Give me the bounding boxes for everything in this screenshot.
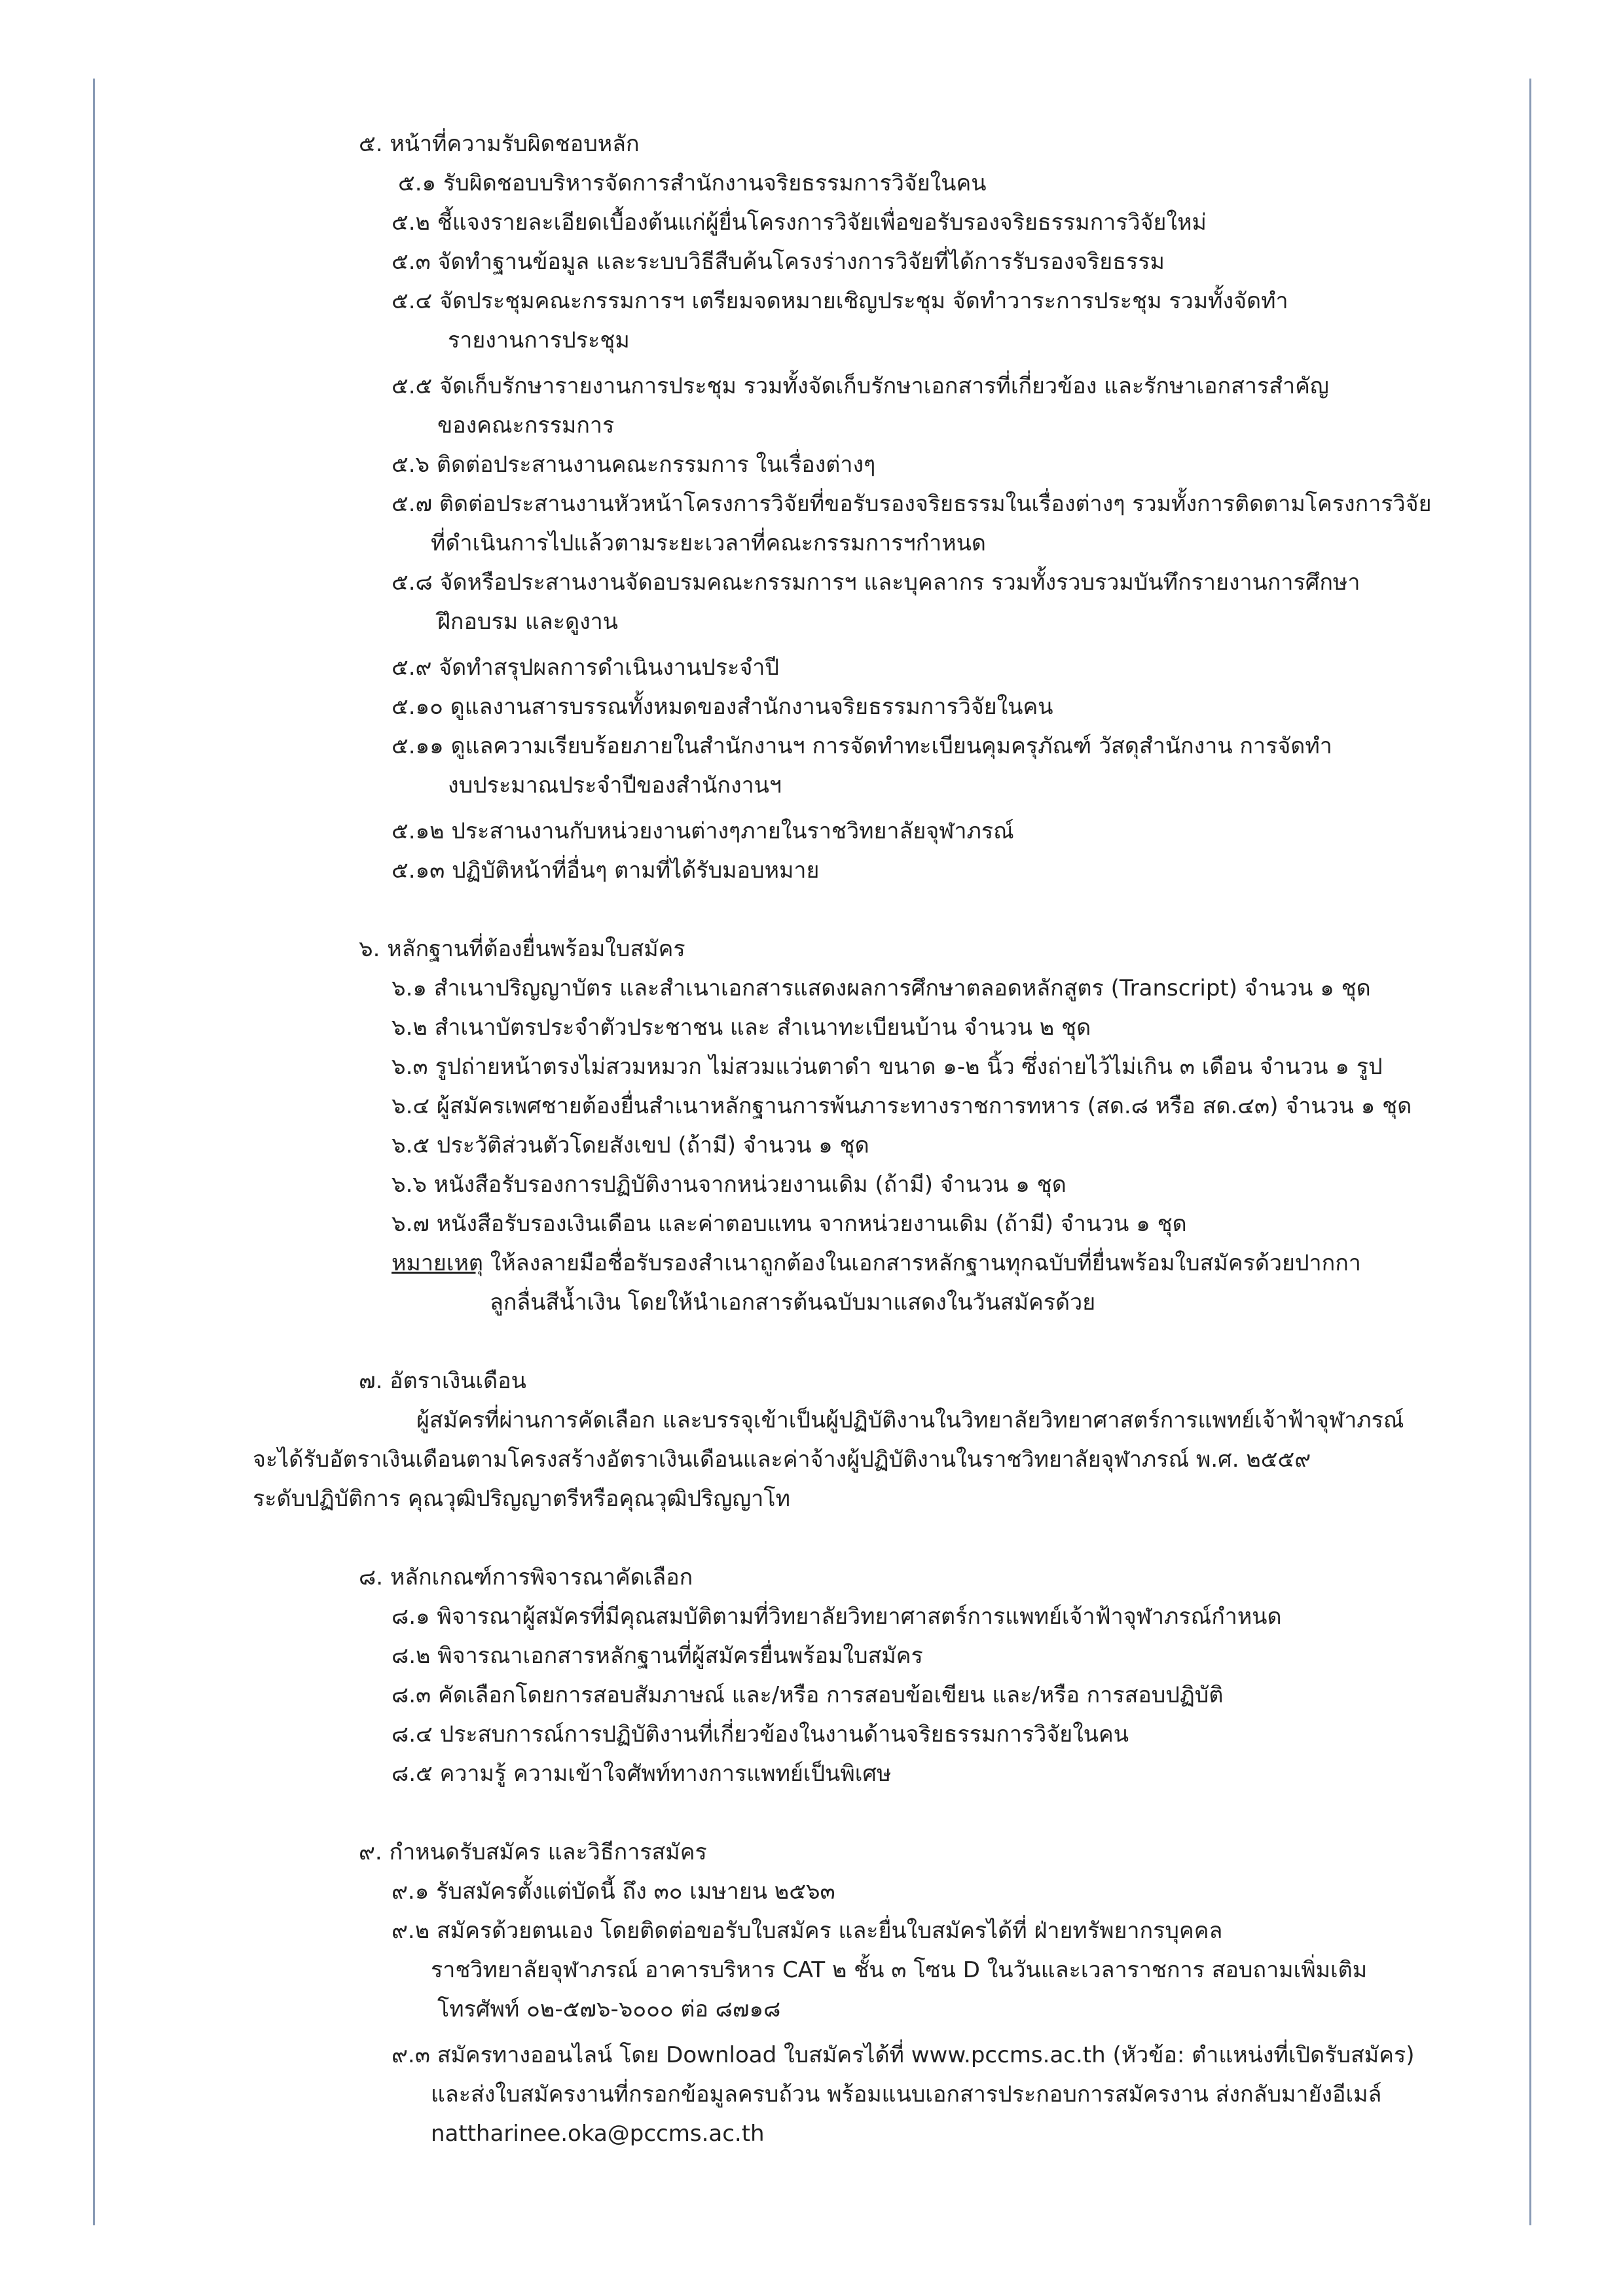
section-5-item: ๕.๑๒ ประสานงานกับหน่วยงานต่างๆภายในราชวิทยาลัยจุฬาภรณ์ bbox=[392, 818, 1014, 844]
section-6-note-continued: ลูกลื่นสีน้ำเงิน โดยให้นำเอกสารต้นฉบับมาแสดงในวันสมัครด้วย bbox=[490, 1289, 1096, 1316]
section-7-paragraph-line: ผู้สมัครที่ผ่านการคัดเลือก และบรรจุเข้าเป็นผู้ปฏิบัติงานในวิทยาลัยวิทยาศาสตร์การแพทย์เจ้าฟ้าจุฬาภรณ์ bbox=[416, 1407, 1404, 1433]
section-7-paragraph-line: ระดับปฏิบัติการ คุณวุฒิปริญญาตรีหรือคุณวุฒิปริญญาโท bbox=[253, 1486, 791, 1512]
section-8-item: ๘.๕ ความรู้ ความเข้าใจศัพท์ทางการแพทย์เป็นพิเศษ bbox=[392, 1761, 892, 1787]
note-text: ให้ลงลายมือชื่อรับรองสำเนาถูกต้องในเอกสารหลักฐานทุกฉบับที่ยื่นพร้อมใบสมัครด้วยปากกา bbox=[483, 1250, 1361, 1276]
section-6-item: ๖.๖ หนังสือรับรองการปฏิบัติงานจากหน่วยงานเดิม (ถ้ามี) จำนวน ๑ ชุด bbox=[392, 1172, 1067, 1198]
section-5-item: ๕.๓ จัดทำฐานข้อมูล และระบบวิธีสืบค้นโครงร่างการวิจัยที่ได้การรับรองจริยธรรม bbox=[392, 249, 1165, 275]
section-6-item: ๖.๒ สำเนาบัตรประจำตัวประชาชน และ สำเนาทะเบียนบ้าน จำนวน ๒ ชุด bbox=[392, 1014, 1091, 1041]
section-9-item: ๙.๑ รับสมัครตั้งแต่บัดนี้ ถึง ๓๐ เมษายน ๒๕๖๓ bbox=[392, 1878, 835, 1905]
section-5-item: ๕.๑๓ ปฏิบัติหน้าที่อื่นๆ ตามที่ได้รับมอบหมาย bbox=[392, 857, 820, 884]
section-9-item: ๙.๒ สมัครด้วยตนเอง โดยติดต่อขอรับใบสมัคร และยื่นใบสมัครได้ที่ ฝ่ายทรัพยากรบุคคล bbox=[392, 1918, 1223, 1944]
section-6-heading: ๖. หลักฐานที่ต้องยื่นพร้อมใบสมัคร bbox=[359, 936, 685, 962]
section-9-item-continued: ราชวิทยาลัยจุฬาภรณ์ อาคารบริหาร CAT ๒ ชั้น ๓ โซน D ในวันและเวลาราชการ สอบถามเพิ่มเติม bbox=[431, 1957, 1368, 1983]
section-8-item: ๘.๔ ประสบการณ์การปฏิบัติงานที่เกี่ยวข้องในงานด้านจริยธรรมการวิจัยในคน bbox=[392, 1721, 1129, 1748]
section-6-item: ๖.๔ ผู้สมัครเพศชายต้องยื่นสำเนาหลักฐานการพ้นภาระทางราชการทหาร (สด.๘ หรือ สด.๔๓) จำนวน ๑ ชุด bbox=[392, 1093, 1412, 1119]
section-7-paragraph-line: จะได้รับอัตราเงินเดือนตามโครงสร้างอัตราเงินเดือนและค่าจ้างผู้ปฏิบัติงานในราชวิทยาลัยจุฬาภรณ์ พ.ศ. ๒๕๕๙ bbox=[253, 1446, 1311, 1473]
section-5-item-continued: ของคณะกรรมการ bbox=[437, 412, 615, 439]
section-5-item: ๕.๗ ติดต่อประสานงานหัวหน้าโครงการวิจัยที่ขอรับรองจริยธรรมในเรื่องต่างๆ รวมทั้งการติดตามโครงการวิจัย bbox=[392, 491, 1432, 517]
section-9-item-continued: โทรศัพท์ ๐๒-๕๗๖-๖๐๐๐ ต่อ ๘๗๑๘ bbox=[437, 1996, 781, 2022]
section-5-item: ๕.๑ รับผิดชอบบริหารจัดการสำนักงานจริยธรรมการวิจัยในคน bbox=[398, 170, 987, 196]
section-5-item: ๕.๑๑ ดูแลความเรียบร้อยภายในสำนักงานฯ การจัดทำทะเบียนคุมครุภัณฑ์ วัสดุสำนักงาน การจัดทำ bbox=[392, 733, 1332, 759]
section-8-item: ๘.๑ พิจารณาผู้สมัครที่มีคุณสมบัติตามที่วิทยาลัยวิทยาศาสตร์การแพทย์เจ้าฟ้าจุฬาภรณ์กำหนด bbox=[392, 1604, 1282, 1630]
section-9-email: nattharinee.oka@pccms.ac.th bbox=[431, 2121, 765, 2147]
section-5-item-continued: ที่ดำเนินการไปแล้วตามระยะเวลาที่คณะกรรมการฯกำหนด bbox=[431, 530, 987, 556]
section-6-item: ๖.๑ สำเนาปริญญาบัตร และสำเนาเอกสารแสดงผลการศึกษาตลอดหลักสูตร (Transcript) จำนวน ๑ ชุด bbox=[392, 975, 1371, 1001]
section-5-item: ๕.๔ จัดประชุมคณะกรรมการฯ เตรียมจดหมายเชิญประชุม จัดทำวาระการประชุม รวมทั้งจัดทำ bbox=[392, 288, 1288, 314]
section-8-item: ๘.๒ พิจารณาเอกสารหลักฐานที่ผู้สมัครยื่นพร้อมใบสมัคร bbox=[392, 1643, 923, 1669]
section-6-item: ๖.๓ รูปถ่ายหน้าตรงไม่สวมหมวก ไม่สวมแว่นตาดำ ขนาด ๑-๒ นิ้ว ซึ่งถ่ายไว้ไม่เกิน ๓ เดือน จำนวน ๑ รูป bbox=[392, 1054, 1383, 1080]
section-5-item-continued: งบประมาณประจำปีของสำนักงานฯ bbox=[448, 772, 782, 798]
section-5-item: ๕.๙ จัดทำสรุปผลการดำเนินงานประจำปี bbox=[392, 655, 779, 681]
section-5-item: ๕.๖ ติดต่อประสานงานคณะกรรมการ ในเรื่องต่างๆ bbox=[392, 452, 876, 478]
section-8-heading: ๘. หลักเกณฑ์การพิจารณาคัดเลือก bbox=[359, 1564, 693, 1590]
section-5-item-continued: ฝึกอบรม และดูงาน bbox=[437, 609, 619, 635]
section-6-note bbox=[392, 1247, 1361, 1279]
section-6-item: ๖.๗ หนังสือรับรองเงินเดือน และค่าตอบแทน จากหน่วยงานเดิม (ถ้ามี) จำนวน ๑ ชุด bbox=[392, 1211, 1187, 1237]
section-5-item: ๕.๒ ชี้แจงรายละเอียดเบื้องต้นแก่ผู้ยื่นโครงการวิจัยเพื่อขอรับรองจริยธรรมการวิจัยใหม่ bbox=[392, 209, 1207, 236]
section-9-heading: ๙. กำหนดรับสมัคร และวิธีการสมัคร bbox=[359, 1839, 707, 1865]
section-5-item-continued: รายงานการประชุม bbox=[448, 327, 630, 353]
section-9-item-continued: และส่งใบสมัครงานที่กรอกข้อมูลครบถ้วน พร้อมแนบเอกสารประกอบการสมัครงาน ส่งกลับมายังอีเมล์ bbox=[431, 2081, 1382, 2108]
section-5-item: ๕.๕ จัดเก็บรักษารายงานการประชุม รวมทั้งจัดเก็บรักษาเอกสารที่เกี่ยวข้อง และรักษาเอกสารสำคัญ bbox=[392, 373, 1329, 399]
section-5-item: ๕.๘ จัดหรือประสานงานจัดอบรมคณะกรรมการฯ และบุคลากร รวมทั้งรวบรวมบันทึกรายงานการศึกษา bbox=[392, 569, 1360, 596]
section-5-item: ๕.๑๐ ดูแลงานสารบรรณทั้งหมดของสำนักงานจริยธรรมการวิจัยในคน bbox=[392, 694, 1053, 720]
section-9-item: ๙.๓ สมัครทางออนไลน์ โดย Download ใบสมัครได้ที่ www.pccms.ac.th (หัวข้อ: ตำแหน่งที่เปิดรับสมัคร) bbox=[392, 2042, 1415, 2068]
section-8-item: ๘.๓ คัดเลือกโดยการสอบสัมภาษณ์ และ/หรือ การสอบข้อเขียน และ/หรือ การสอบปฏิบัติ bbox=[392, 1682, 1224, 1708]
note-label: หมายเหตุ bbox=[392, 1250, 483, 1276]
section-7-heading: ๗. อัตราเงินเดือน bbox=[359, 1368, 526, 1394]
section-5-heading: ๕. หน้าที่ความรับผิดชอบหลัก bbox=[359, 131, 640, 157]
section-6-item: ๖.๕ ประวัติส่วนตัวโดยสังเขป (ถ้ามี) จำนวน ๑ ชุด bbox=[392, 1132, 869, 1158]
